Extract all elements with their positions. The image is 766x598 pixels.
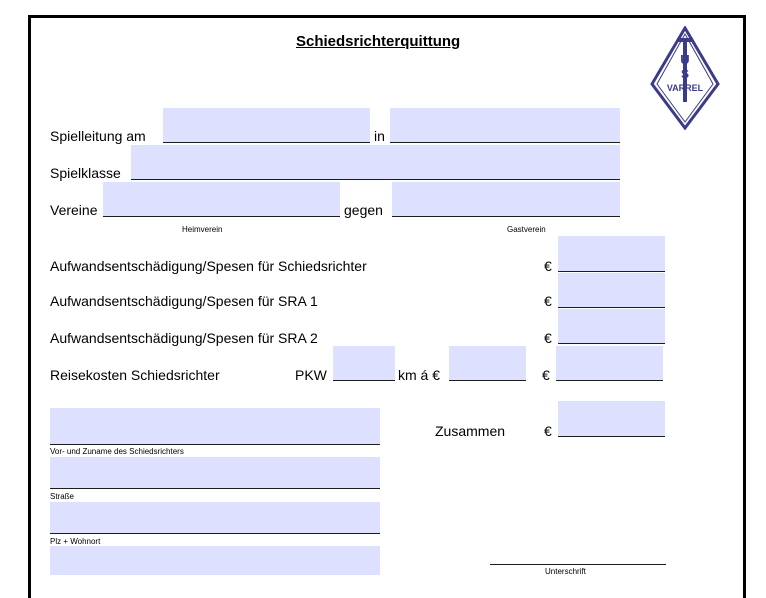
euro-sign: € [542, 367, 550, 383]
heimverein-caption: Heimverein [182, 225, 223, 234]
reisekosten-label: Reisekosten Schiedsrichter [50, 367, 220, 383]
km-rate-field[interactable] [449, 346, 526, 381]
km-rate-label: km á € [398, 367, 441, 383]
pkw-km-field[interactable] [333, 346, 395, 381]
spielklasse-label: Spielklasse [50, 165, 121, 181]
strasse-field[interactable] [50, 457, 380, 489]
unterschrift-caption: Unterschrift [545, 567, 586, 576]
gastverein-caption: Gastverein [507, 225, 546, 234]
spielleitung-place-field[interactable] [390, 108, 620, 143]
plz-caption: Plz + Wohnort [50, 537, 101, 546]
logo-text: VARREL [666, 83, 704, 93]
reisekosten-amount-field[interactable] [556, 346, 663, 381]
form-title: Schiedsrichterquittung [296, 33, 461, 50]
logo-letter-u: U [680, 52, 690, 67]
gegen-label: gegen [344, 202, 383, 218]
euro-sign: € [544, 330, 552, 346]
strasse-caption: Straße [50, 492, 75, 501]
spielleitung-label: Spielleitung am [50, 128, 146, 144]
aufwand-sr-label: Aufwandsentschädigung/Spesen für Schiedsrichter [50, 258, 367, 274]
spielklasse-field[interactable] [131, 145, 620, 180]
signature-line[interactable] [490, 564, 666, 565]
aufwand-sr-amount-field[interactable] [558, 236, 665, 272]
additional-field[interactable] [50, 546, 380, 575]
zusammen-amount-field[interactable] [558, 401, 665, 437]
name-caption: Vor- und Zuname des Schiedsrichters [50, 447, 184, 456]
pkw-label: PKW [295, 367, 327, 383]
aufwand-sra1-amount-field[interactable] [558, 273, 665, 308]
euro-sign: € [544, 293, 552, 309]
aufwand-sra2-label: Aufwandsentschädigung/Spesen für SRA 2 [50, 330, 318, 346]
euro-sign: € [544, 423, 552, 439]
zusammen-label: Zusammen [435, 423, 506, 439]
gastverein-field[interactable] [392, 182, 620, 217]
name-field[interactable] [50, 408, 380, 445]
heimverein-field[interactable] [103, 182, 340, 217]
spielleitung-date-field[interactable] [163, 108, 370, 143]
aufwand-sra1-label: Aufwandsentschädigung/Spesen für SRA 1 [50, 293, 318, 309]
club-logo [650, 26, 720, 130]
euro-sign: € [544, 258, 552, 274]
in-label: in [374, 128, 385, 144]
vereine-label: Vereine [50, 202, 98, 218]
plz-wohnort-field[interactable] [50, 502, 380, 534]
aufwand-sra2-amount-field[interactable] [558, 309, 665, 344]
logo-letter-s: S [680, 67, 690, 81]
